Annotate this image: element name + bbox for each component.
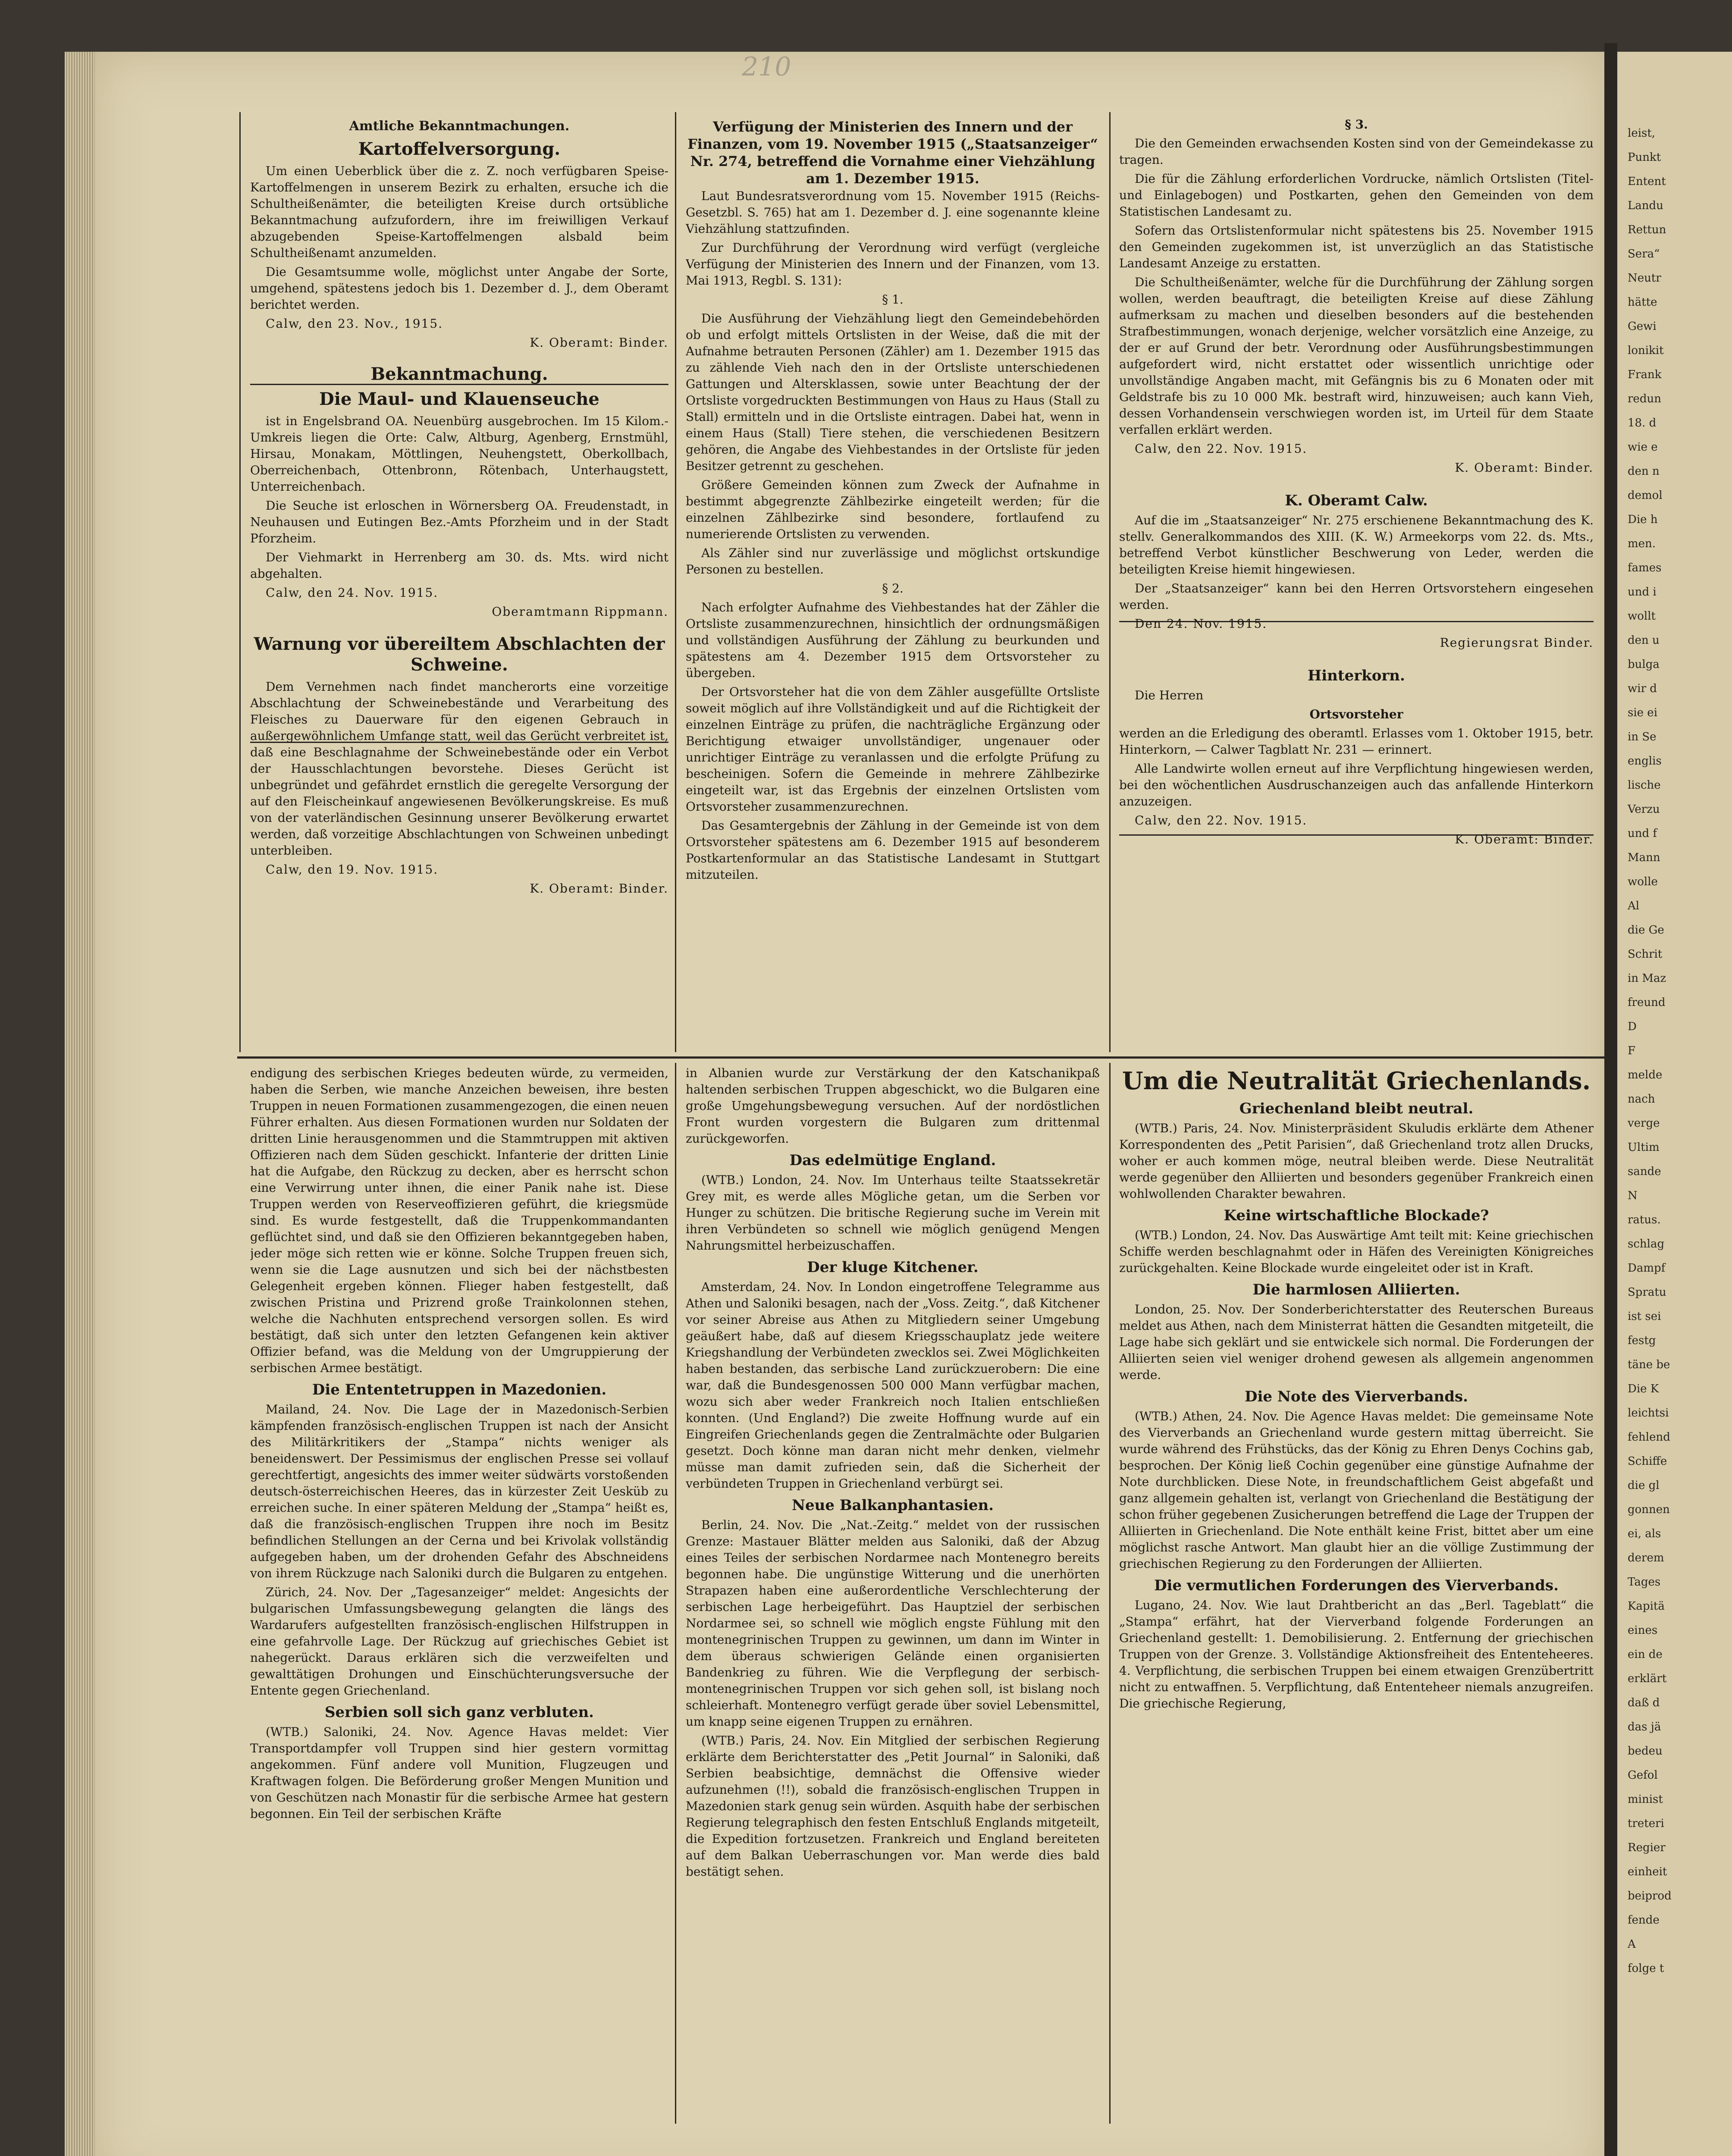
adjacent-page-fragment: derem: [1628, 1551, 1664, 1564]
paragraph: Amsterdam, 24. Nov. In London eingetroffene Telegramme aus Athen und Saloniki besagen, nach der „Voss. Zeitg.“, daß Kitchener vor seiner Abreise aus Athen zu Mitgliedern seiner Umgebung geäußert habe, daß auf diesem Kriegsschauplatz jede weitere Kriegshandlung der Verbündeten zwecklos sei. Zwei Möglichkeiten haben bestanden, das serbische Land zurückzuerobern: Die eine war, daß die Bundesgenossen 500 000 Mann verfügbar machen, wozu sich aber weder Frankreich noch Italien entschließen konnten. (Und England?) Die zweite Hoffnung wurde auf ein Eingreifen Griechenlands gegen die Zentralmächte oder Bulgarien gesetzt. Doch könne man daran nicht mehr denken, vielmehr müsse man damit zufrieden sein, daß die Sicherheit der verbündeten Truppen in Griechenland verbürgt sei.: [686, 1280, 1100, 1491]
adjacent-page-fragment: demol: [1628, 489, 1663, 502]
column-rule-b2: [1109, 1063, 1111, 2124]
adjacent-page-fragment: Frank: [1628, 368, 1662, 381]
adjacent-page-fragment: treteri: [1628, 1817, 1664, 1830]
page-stack-edge: [65, 52, 95, 2156]
paragraph: Zürich, 24. Nov. Der „Tagesanzeiger“ meldet: Angesichts der bulgarischen Umfassungsbewegung gelangten die längs des Wardarufers aufgestellten französisch-englischen Hilfstruppen in eine gefahrvolle Lage. Der Rückzug auf griechisches Gebiet ist nahegerückt. Daraus erklären sich die verzweifelten und gewalttätigen Drohungen und Einschüchterungsversuche der Entente gegen Griechenland.: [250, 1585, 668, 1698]
adjacent-page-fragment: fehlend: [1628, 1431, 1670, 1444]
column-1: [250, 116, 668, 1052]
article-title-verfuegung: Verfügung der Ministerien des Innern und der Finanzen, vom 19. November 1915 („Staatsanzeiger“ Nr. 274, betreffend die Vornahme einer Viehzählung am 1. Dezember 1915.: [687, 119, 1098, 187]
paragraph: Nach erfolgter Aufnahme des Viehbestandes hat der Zähler die Ortsliste zusammenzurechnen, hinsichtlich der ordnungsmäßigen und vollständigen Ausführung der Zählung zu beurkunden und spätestens am 4. Dezember 1915 dem Ortsvorsteher zu übergeben.: [686, 600, 1100, 680]
adjacent-page-fragment: melde: [1628, 1069, 1663, 1081]
adjacent-page-fragment: und f: [1628, 827, 1657, 840]
adjacent-page-fragment: wir d: [1628, 682, 1657, 695]
adjacent-page-edge: [1617, 52, 1732, 2156]
column-2: [686, 116, 1100, 1052]
adjacent-page-fragment: in Se: [1628, 730, 1657, 743]
paragraph: Berlin, 24. Nov. Die „Nat.-Zeitg.“ meldet von der russischen Grenze: Mastauer Blätter melden aus Saloniki, daß der Abzug eines Teiles der serbischen Nordarmee nach Montenegro bereits begonnen habe. Die ungünstige Witterung und die unerhörten Strapazen haben eine außerordentliche Verschlechterung der serbischen Lage herbeigeführt. Das Hauptziel der serbischen Nordarmee sei, so schnell wie möglich engste Fühlung mit den montenegrinischen Truppen zu gewinnen, um dann im Winter in dem überaus schwierigen Gelände einen organisierten Bandenkrieg zu führen. Wie die Verpflegung der serbisch-montenegrinischen Truppen vor sich gehen soll, ist bislang noch schleierhaft. Montenegro verfügt gerade über soviel Lebensmittel, um knapp seine eigenen Truppen zu ernähren.: [686, 1518, 1100, 1729]
column-rule-1: [239, 112, 241, 1052]
adjacent-page-fragment: Dampf: [1628, 1262, 1666, 1275]
article-title-england: Das edelmütige England.: [789, 1152, 996, 1169]
section-heading: Amtliche Bekanntmachungen.: [349, 119, 570, 134]
adjacent-page-fragment: Mann: [1628, 851, 1660, 864]
adjacent-page-fragment: Ultim: [1628, 1141, 1660, 1154]
adjacent-page-fragment: verge: [1628, 1117, 1660, 1130]
adjacent-page-fragment: ratus.: [1628, 1213, 1661, 1226]
adjacent-page-fragment: und i: [1628, 586, 1657, 599]
adjacent-page-fragment: Schrit: [1628, 948, 1663, 961]
adjacent-page-fragment: festg: [1628, 1334, 1656, 1347]
addressee: Ortsvorsteher: [1309, 707, 1403, 721]
adjacent-page-fragment: beiprod: [1628, 1890, 1672, 1902]
article-title-serbien: Serbien soll sich ganz verbluten.: [324, 1704, 594, 1721]
dateline: Calw, den 19. Nov. 1915.: [266, 862, 439, 877]
adjacent-page-fragment: sie ei: [1628, 706, 1658, 719]
dateline: Calw, den 22. Nov. 1915.: [1135, 813, 1308, 827]
adjacent-page-fragment: leichtsi: [1628, 1407, 1669, 1420]
adjacent-page-fragment: eines: [1628, 1624, 1658, 1637]
adjacent-page-fragment: den u: [1628, 634, 1660, 647]
horizontal-rule-mid: [237, 1056, 1604, 1059]
adjacent-page-fragment: Al: [1628, 899, 1640, 912]
paragraph: Die Ausführung der Viehzählung liegt den Gemeindebehörden ob und erfolgt mittels Ortslisten in der Weise, daß die mit der Aufnahme betrauten Personen (Zähler) am 1. Dezember 1915 das zu zählende Vieh nach den in der Ortsliste unterschiedenen Gattungen und Altersklassen, sowie unter Beachtung der der Ortsliste vorgedruckten Bestimmungen von Haus zu Haus (Stall zu Stall) ermitteln und in die Ortsliste eintragen. Dabei hat, wenn in einem Haus (Stall) Tiere stehen, die verschiedenen Besitzern gehören, die Angabe des Viehbestandes in der Ortsliste für jeden Besitzer getrennt zu geschehen.: [686, 311, 1100, 473]
adjacent-page-fragment: Gefol: [1628, 1769, 1658, 1782]
adjacent-page-fragment: minist: [1628, 1793, 1663, 1806]
paragraph: Die Gesamtsumme wolle, möglichst unter Angabe der Sorte, umgehend, spätestens jedoch bis 1. Dezember d. J., dem Oberamt berichtet werden.: [250, 265, 668, 312]
adjacent-page-fragment: leist,: [1628, 127, 1656, 140]
adjacent-page-fragment: Die h: [1628, 513, 1658, 526]
paragraph: Größere Gemeinden können zum Zweck der Aufnahme in bestimmt abgegrenzte Zählbezirke eingeteilt werden; für die einzelnen Zählbezirke sind besondere, fortlaufend zu numerierende Ortslisten zu verwenden.: [686, 478, 1100, 541]
adjacent-page-fragment: ein de: [1628, 1648, 1663, 1661]
adjacent-page-fragment: Landu: [1628, 199, 1663, 212]
newspaper-page: [95, 52, 1604, 2156]
adjacent-page-fragment: Sera“: [1628, 248, 1660, 260]
adjacent-page-fragment: Die K: [1628, 1382, 1659, 1395]
paragraph: Der „Staatsanzeiger“ kann bei den Herren Ortsvorstehern eingesehen werden.: [1119, 581, 1594, 612]
adjacent-page-fragment: das jä: [1628, 1720, 1661, 1733]
paragraph: (WTB.) Athen, 24. Nov. Die Agence Havas meldet: Die gemeinsame Note des Vierverbands an Griechenland wurde gestern mittag überreicht. Sie wurde während des Frühstücks, das der König zu Ehren Denys Cochins gab, besprochen. Der König ließ Cochin gegenüber eine günstige Aufnahme der Note durchblicken. Diese Note, in freundschaftlichem Geist abgefaßt und ganz allgemein gehalten ist, verlangt von Griechenland die Bestätigung der schon früher gegebenen Zusicherungen betreffend die Lage der Truppen der Alliierten in Griechenland. Die Note enthält keine Frist, bittet aber um eine möglichst rasche Antwort. Man glaubt hier an die völlige Zustimmung der griechischen Regierung zu den Forderungen der Alliierten.: [1119, 1409, 1594, 1571]
paragraph: Sofern das Ortslistenformular nicht spätestens bis 25. November 1915 den Gemeinden zugekommen ist, ist unverzüglich an das Statistische Landesamt Anzeige zu erstatten.: [1119, 223, 1594, 270]
article-title-hinterkorn: Hinterkorn.: [1308, 667, 1405, 684]
adjacent-page-fragment: Rettun: [1628, 223, 1666, 236]
adjacent-page-fragment: täne be: [1628, 1358, 1670, 1371]
adjacent-page-fragment: hätte: [1628, 296, 1657, 309]
adjacent-page-fragment: D: [1628, 1020, 1637, 1033]
adjacent-page-fragment: erklärt: [1628, 1672, 1667, 1685]
paragraph: London, 25. Nov. Der Sonderberichterstatter des Reuterschen Bureaus meldet aus Athen, nach dem Ministerrat hätten die Gesandten mitgeteilt, die Lage habe sich geklärt und sie entwickele sich normal. Die Forderungen der Alliierten seien viel weniger drohend gewesen als allgemein angenommen werde.: [1119, 1302, 1594, 1382]
article-title-kartoffel: Kartoffelversorgung.: [358, 139, 561, 159]
article-title-bekanntmachung: Bekanntmachung.: [370, 364, 548, 384]
column-rule-3: [1109, 112, 1111, 1052]
book-gutter: [1604, 43, 1617, 2156]
adjacent-page-fragment: ei, als: [1628, 1527, 1661, 1540]
dateline: Calw, den 23. Nov., 1915.: [266, 317, 443, 331]
adjacent-page-fragment: wie e: [1628, 441, 1658, 454]
paragraph: Die für die Zählung erforderlichen Vordrucke, nämlich Ortslisten (Titel- und Einlagebogen) und Postkarten, gehen den Gemeinden von dem Statistischen Landesamt zu.: [1119, 172, 1594, 219]
adjacent-page-fragment: wollt: [1628, 610, 1656, 623]
paragraph: endigung des serbischen Krieges bedeuten würde, zu vermeiden, haben die Serben, wie manche Anzeichen beweisen, ihre besten Truppen in neuen Formationen zusammengezogen, die einen neuen Führer erhalten. Aus diesen Formationen wurden nur Soldaten der dritten Linie herausgenommen und die Stammtruppen mit aktiven Offizieren nach dem Süden geschickt. Infanterie der dritten Linie hat die Aufgabe, den Rückzug zu decken, aber es herrscht schon eine Verwirrung unter ihnen, die einer Panik nahe ist. Diese Truppen werden von Reserveoffizieren geführt, die kriegsmüde sind. Es wurde festgestellt, daß die Truppenkommandanten geflüchtet sind, und daß sie den Offizieren bekanntgegeben haben, jeder möge sich retten wie er könne. Solche Truppen freuen sich, wenn sie die Lage ausnutzen und sich bei der nächstbesten Gelegenheit ergeben können. Flieger haben festgestellt, daß zwischen Pristina und Prizrend große Trainkolonnen stehen, welche die Nachhuten entsprechend versorgen sollen. Es wird bestätigt, daß sich unter den letzten Gefangenen kein aktiver Offizier befand, was die Meldung von der Umgruppierung der serbischen Armee bestätigt.: [250, 1066, 668, 1375]
adjacent-page-fragment: sande: [1628, 1165, 1661, 1178]
bottom-column-1: [250, 1065, 668, 2122]
paragraph: Laut Bundesratsverordnung vom 15. November 1915 (Reichs-Gesetzbl. S. 765) hat am 1. Dezember d. J. eine sogenannte kleine Viehzählung stattzufinden.: [686, 189, 1100, 236]
paragraph: Lugano, 24. Nov. Wie laut Drahtbericht an das „Berl. Tageblatt“ die „Stampa“ erfährt, hat der Vierverband folgende Forderungen an Griechenland gestellt: 1. Demobilisierung. 2. Entfernung der griechischen Truppen von der Grenze. 3. Vollständige Aktionsfreiheit des Ententeheeres. 4. Verpflichtung, die serbischen Truppen bei einem etwaigen Grenzübertritt nicht zu entwaffnen. 5. Verpflichtung, daß Ententeheer niemals anzugreifen. Die griechische Regierung,: [1119, 1598, 1594, 1711]
section-number: § 2.: [882, 581, 904, 595]
adjacent-page-fragment: A: [1628, 1938, 1636, 1951]
paragraph: (WTB.) London, 24. Nov. Das Auswärtige Amt teilt mit: Keine griechischen Schiffe werden beschlagnahmt oder in Häfen des Vereinigten Königreiches zurückgehalten. Keine Blockade wurde eingeleitet oder ist in Kraft.: [1119, 1228, 1594, 1275]
paragraph: Die Herren: [1135, 688, 1204, 702]
adjacent-page-fragment: die Ge: [1628, 924, 1664, 937]
signature: Regierungsrat Binder.: [1440, 636, 1594, 650]
adjacent-page-fragment: Gewi: [1628, 320, 1657, 333]
adjacent-page-fragment: fames: [1628, 561, 1662, 574]
adjacent-page-fragment: die gl: [1628, 1479, 1660, 1492]
paragraph: ist in Engelsbrand OA. Neuenbürg ausgebrochen. Im 15 Kilom.-Umkreis liegen die Orte: Calw, Altburg, Agenberg, Ernstmühl, Hirsau, Monakam, Möttlingen, Neuhengstett, Oberkollbach, Oberreichenbach, Ottenbronn, Rötenbach, Unterhaugstett, Unterreichenbach.: [250, 414, 668, 494]
bottom-column-2: [686, 1065, 1100, 2122]
paragraph: (WTB.) Paris, 24. Nov. Ein Mitglied der serbischen Regierung erklärte dem Berichterstatter des „Petit Journal“ in Saloniki, daß Serbien beabsichtige, demnächst die Offensive wieder aufzunehmen (!!), sobald die französisch-englischen Truppen in Mazedonien stark genug sein würden. Asquith habe der serbischen Regierung telegraphisch den festen Entschluß Englands mitgeteilt, die Expedition fortzusetzen. Frankreich und England bereiteten auf dem Balkan Ueberraschungen vor. Man werde dies bald bestätigt sehen.: [686, 1733, 1100, 1879]
article-title-warnung: Warnung vor übereiltem Abschlachten der Schweine.: [254, 634, 665, 675]
paragraph: (WTB.) London, 24. Nov. Im Unterhaus teilte Staatssekretär Grey mit, es werde alles Mögliche getan, um die Serben vor Hunger zu schützen. Die britische Regierung suche im Verein mit ihren Verbündeten so schnell wie möglich genügend Mengen Nahrungsmittel herbeizuschaffen.: [686, 1173, 1100, 1253]
section-number: § 1.: [882, 292, 904, 307]
paragraph: Um einen Ueberblick über die z. Z. noch verfügbaren Speise-Kartoffelmengen in unserem Bezirk zu erhalten, ersuche ich die Schultheißenämter, die beteiligten Kreise durch ortsübliche Bekanntmachung aufzufordern, ihre im freiwilligen Verkauf abzugebenden Speise-Kartoffelmengen alsbald beim Schultheißenamt anzumelden.: [250, 164, 668, 260]
paragraph: Das Gesamtergebnis der Zählung in der Gemeinde ist von dem Ortsvorsteher spätestens am 6. Dezember 1915 auf besonderem Postkartenformular an das Statistische Landesamt in Stuttgart mitzuteilen.: [686, 818, 1100, 882]
adjacent-page-fragment: Punkt: [1628, 151, 1661, 164]
paragraph: Die Schultheißenämter, welche für die Durchführung der Zählung sorgen wollen, werden beauftragt, die beteiligten Kreise auf diese Zählung aufmerksam zu machen und dieselben besonders auf die bestehenden Strafbestimmungen, wonach derjenige, welcher vorsätzlich eine Anzeige, zu der er auf Grund der betr. Verordnung oder Ausführungsbestimmungen aufgefordert wird, nicht erstattet oder wissentlich unrichtige oder unvollständige Angaben macht, mit Gefängnis bis zu 6 Monaten oder mit Geldstrafe bis zu 10 000 Mk. bestraft wird, hinzuweisen; auch kann Vieh, dessen Vorhandensein verschwiegen worden ist, im Urteil für dem Staate verfallen erklärt werden.: [1119, 275, 1594, 437]
adjacent-page-fragment: men.: [1628, 537, 1656, 550]
paragraph: Die den Gemeinden erwachsenden Kosten sind von der Gemeindekasse zu tragen.: [1119, 136, 1594, 167]
dateline: Calw, den 24. Nov. 1915.: [266, 586, 439, 600]
adjacent-page-fragment: Schiffe: [1628, 1455, 1667, 1468]
adjacent-page-fragment: fende: [1628, 1914, 1660, 1927]
column-rule-b1: [675, 1063, 676, 2124]
adjacent-page-fragment: daß d: [1628, 1696, 1660, 1709]
article-title-oberamt: K. Oberamt Calw.: [1285, 492, 1428, 509]
article-title-neutralitaet: Um die Neutralität Griechenlands.: [1122, 1067, 1591, 1095]
adjacent-page-fragment: Neutr: [1628, 272, 1661, 285]
article-title-blockade: Keine wirtschaftliche Blockade?: [1224, 1207, 1489, 1224]
dateline: Den 24. Nov. 1915.: [1135, 617, 1268, 631]
paragraph: Mailand, 24. Nov. Die Lage der in Mazedonisch-Serbien kämpfenden französisch-englischen Truppen ist nach der Ansicht des Militärkritikers der „Stampa“ nichts weniger als beneidenswert. Der Pessimismus der englischen Presse sei vollauf gerechtfertigt, angesichts des immer weiter südwärts vorstoßenden deutsch-österreichischen Heeres, das in kürzester Zeit Uesküb zu erreichen suche. In einer späteren Meldung der „Stampa“ heißt es, daß die französisch-englischen Truppen ihre noch im Besitz befindlichen Stellungen an der Cerna und bei Krivolak vollständig aufgegeben haben, um der drohenden Gefahr des Abschneidens von ihrem Rückzuge nach Saloniki durch die Bulgaren zu entgehen.: [250, 1402, 668, 1580]
signature: Oberamtmann Rippmann.: [492, 605, 668, 619]
adjacent-page-fragment: bulga: [1628, 658, 1660, 671]
paragraph: in Albanien wurde zur Verstärkung der den Katschanikpaß haltenden serbischen Truppen abgeschickt, wo die Bulgaren eine große Umgehungsbewegung versuchen. Auf der nordöstlichen Front wurden vorgestern die Bulgaren zum drittenmal zurückgeworfen.: [686, 1066, 1100, 1146]
adjacent-page-fragment: Tages: [1628, 1576, 1661, 1589]
column-rule-2: [675, 112, 676, 1052]
article-title-balkan: Neue Balkanphantasien.: [791, 1497, 994, 1514]
adjacent-page-fragment: nach: [1628, 1093, 1655, 1106]
adjacent-page-fragment: einheit: [1628, 1865, 1667, 1878]
adjacent-page-fragment: Verzu: [1628, 803, 1660, 816]
paragraph: Der Ortsvorsteher hat die von dem Zähler ausgefüllte Ortsliste soweit möglich auf ihre Vollständigkeit und auf die Richtigkeit der einzelnen Einträge zu prüfen, die nachträgliche Ergänzung oder Berichtigung etwaiger unvollständiger, ungenauer oder unrichtiger Einträge zu veranlassen und die erfolgte Prüfung zu bescheinigen. Sofern die Gemeinde in mehrere Zählbezirke eingeteilt war, ist das Ergebnis der einzelnen Ortslisten vom Ortsvorsteher zusammenzurechnen.: [686, 685, 1100, 814]
adjacent-page-fragment: freund: [1628, 996, 1666, 1009]
article-title-kitchener: Der kluge Kitchener.: [807, 1259, 979, 1276]
adjacent-page-fragment: Spratu: [1628, 1286, 1666, 1299]
article-title-harmlos: Die harmlosen Alliierten.: [1252, 1281, 1460, 1298]
adjacent-page-fragment: wolle: [1628, 875, 1658, 888]
section-number: § 3.: [1345, 117, 1368, 132]
adjacent-page-fragment: Regier: [1628, 1841, 1666, 1854]
pencil-page-number: 210: [742, 52, 791, 82]
bottom-column-3: [1119, 1065, 1594, 2122]
paragraph: (WTB.) Paris, 24. Nov. Ministerpräsident Skuludis erklärte dem Athener Korrespondenten des „Petit Parisien“, daß Griechenland trotz allen Drucks, woher er auch kommen möge, neutral bleiben werde. Diese Neutralität werde gegenüber den Alliierten und besonders gegenüber Frankreich einen wohlwollenden Charakter bewahren.: [1119, 1121, 1594, 1201]
paragraph: Auf die im „Staatsanzeiger“ Nr. 275 erschienene Bekanntmachung des K. stellv. Generalkommandos des XIII. (K. W.) Armeekorps vom 22. ds. Mts., betreffend Verbot künstlicher Beschwerung von Leder, werden die beteiligten Kreise hiemit hingewiesen.: [1119, 513, 1594, 577]
subtitle-bleibt-neutral: Griechenland bleibt neutral.: [1239, 1100, 1474, 1117]
adjacent-page-fragment: redun: [1628, 392, 1661, 405]
adjacent-page-fragment: schlag: [1628, 1238, 1665, 1250]
adjacent-page-fragment: F: [1628, 1044, 1636, 1057]
signature: K. Oberamt: Binder.: [1455, 832, 1594, 846]
paragraph: Die Seuche ist erloschen in Wörnersberg OA. Freudenstadt, in Neuhausen und Eutingen Bez.-Amts Pforzheim und in der Stadt Pforzheim.: [250, 498, 668, 545]
adjacent-page-fragment: ist sei: [1628, 1310, 1661, 1323]
signature: K. Oberamt: Binder.: [530, 881, 668, 896]
column-3: [1119, 116, 1594, 1052]
adjacent-page-fragment: englis: [1628, 755, 1662, 768]
adjacent-page-fragment: in Maz: [1628, 972, 1666, 985]
signature: K. Oberamt: Binder.: [530, 335, 668, 350]
paragraph: werden an die Erledigung des oberamtl. Erlasses vom 1. Oktober 1915, betr. Hinterkorn, — Calwer Tagblatt Nr. 231 — erinnert.: [1119, 726, 1594, 757]
article-title-note: Die Note des Vierverbands.: [1244, 1388, 1468, 1405]
paragraph: Der Viehmarkt in Herrenberg am 30. ds. Mts. wird nicht abgehalten.: [250, 550, 668, 581]
paragraph: (WTB.) Saloniki, 24. Nov. Agence Havas meldet: Vier Transportdampfer voll Truppen sind hier gestern vormittag angekommen. Fünf andere voll Munition, Flugzeugen und Kraftwagen folgen. Die Beförderung großer Mengen Munition und von Geschützen nach Monastir für die serbische Armee hat gestern begonnen. Ein Teil der serbischen Kräfte: [250, 1725, 668, 1821]
adjacent-page-fragment: den n: [1628, 465, 1660, 478]
paragraph: Alle Landwirte wollen erneut auf ihre Verpflichtung hingewiesen werden, bei den wöchentlichen Ausdruschanzeigen auch das anfallende Hinterkorn anzuzeigen.: [1119, 761, 1594, 808]
adjacent-page-fragment: gonnen: [1628, 1503, 1670, 1516]
signature: K. Oberamt: Binder.: [1455, 461, 1594, 475]
adjacent-page-fragment: folge t: [1628, 1962, 1664, 1975]
paragraph: Als Zähler sind nur zuverlässige und möglichst ortskundige Personen zu bestellen.: [686, 546, 1100, 577]
article-title-maul: Die Maul- und Klauenseuche: [319, 389, 599, 409]
adjacent-page-fragment: lische: [1628, 779, 1661, 792]
adjacent-page-fragment: 18. d: [1628, 417, 1657, 429]
article-title-forderungen: Die vermutlichen Forderungen des Vierverbands.: [1154, 1577, 1559, 1594]
adjacent-page-fragment: N: [1628, 1189, 1638, 1202]
adjacent-page-fragment: Kapitä: [1628, 1600, 1665, 1613]
adjacent-page-fragment: lonikit: [1628, 344, 1664, 357]
adjacent-page-fragment: Entent: [1628, 175, 1666, 188]
dateline: Calw, den 22. Nov. 1915.: [1135, 442, 1308, 456]
paragraph: Zur Durchführung der Verordnung wird verfügt (vergleiche Verfügung der Ministerien des Innern und der Finanzen, vom 13. Mai 1913, Regbl. S. 131):: [686, 241, 1100, 288]
paragraph: Dem Vernehmen nach findet mancherorts eine vorzeitige Abschlachtung der Schweinebestände und Verarbeitung des Fleisches zu Dauerware für den eigenen Gebrauch in außergewöhnlichem Umfange statt, weil das Gerücht verbreitet ist, daß eine Beschlagnahme der Schweinebestände oder ein Verbot der Hausschlachtungen bevorstehe. Dieses Gerücht ist unbegründet und gefährdet ernstlich die geregelte Versorgung der auf den Fleischeinkauf angewiesenen Bevölkerungskreise. Es muß von der vaterländischen Gesinnung unserer Bevölkerung erwartet werden, daß vorzeitige Abschlachtungen von Schweinen unbedingt unterbleiben.: [250, 680, 668, 858]
article-title-entente: Die Ententetruppen in Mazedonien.: [312, 1381, 607, 1398]
adjacent-page-fragment: bedeu: [1628, 1745, 1663, 1758]
